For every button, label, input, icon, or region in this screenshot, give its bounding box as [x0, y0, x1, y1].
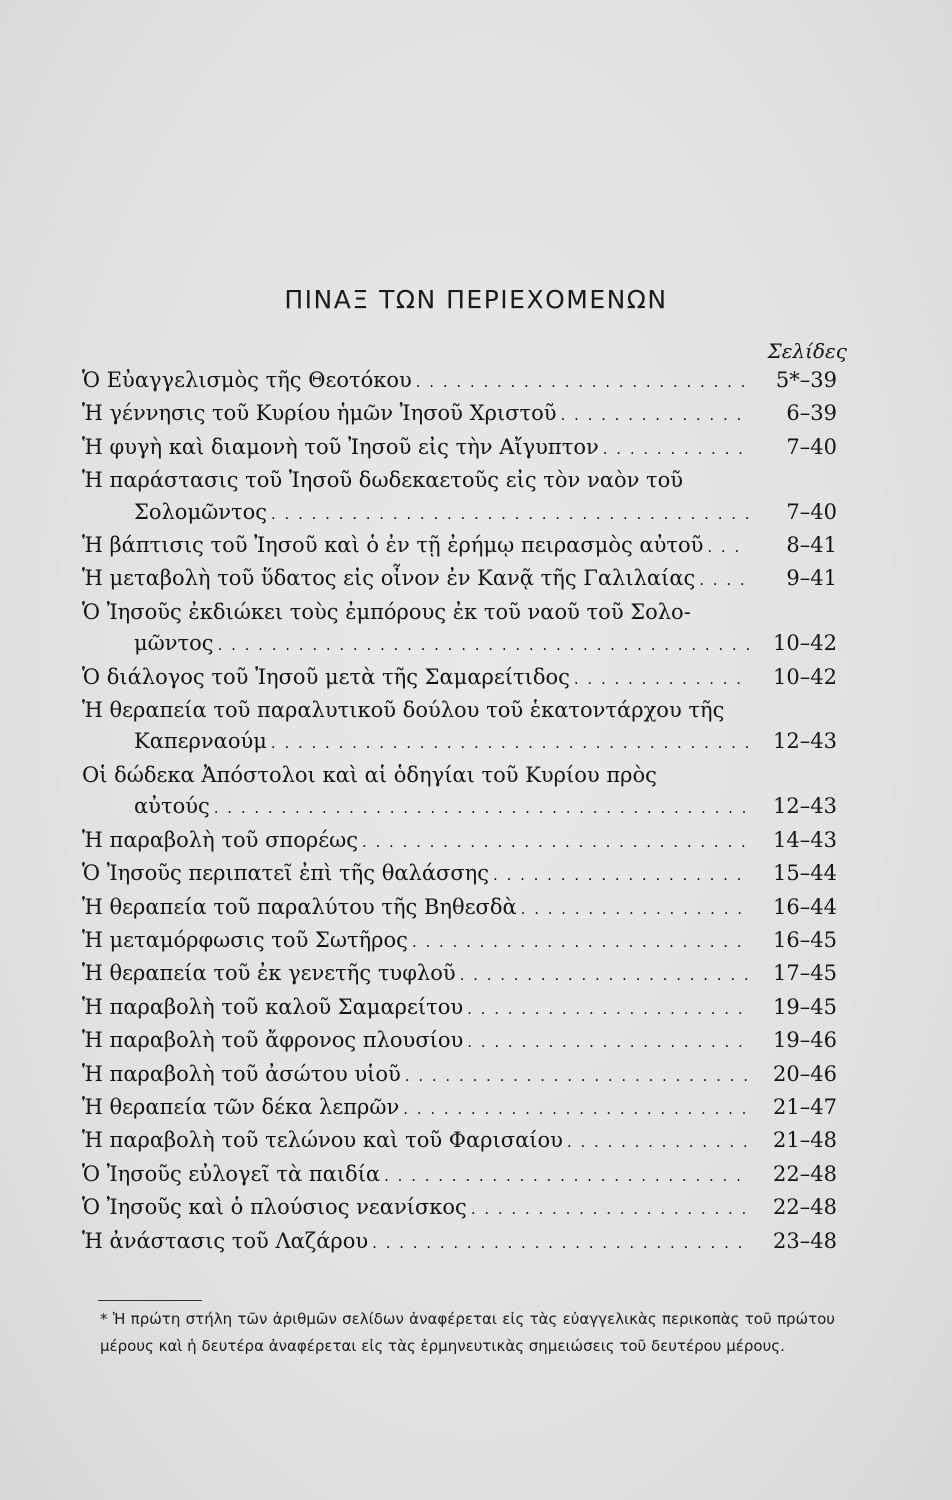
toc-entry-line	[82, 726, 837, 759]
toc-entry	[82, 695, 837, 760]
toc-entry-line	[82, 1125, 837, 1158]
dot-leader	[603, 434, 749, 465]
toc-entry-title: Ἡ παραβολὴ τοῦ ἄφρονος πλουσίου	[82, 1028, 464, 1053]
toc-entry	[82, 958, 837, 991]
toc-entry-pages: 23–48	[773, 1228, 837, 1253]
toc-entry	[82, 925, 837, 958]
toc-entry-pages: 12–43	[773, 729, 837, 754]
toc-entry-pages: 21–47	[773, 1094, 837, 1119]
toc-entry-pages: 16–45	[773, 927, 837, 952]
dot-leader	[561, 400, 749, 431]
dot-leader	[362, 827, 749, 858]
toc-entry	[82, 1159, 837, 1192]
toc-entry-line	[82, 992, 837, 1025]
toc-entry-pages: 17–45	[773, 961, 837, 986]
toc-entry-line	[82, 1192, 837, 1225]
toc-entry-title: Ὁ Εὐαγγελισμὸς τῆς Θεοτόκου	[82, 368, 412, 392]
footnote: * Ἡ πρώτη στήλη τῶν ἀριθμῶν σελίδων ἀναφέρεται εἰς τὰς εὐαγγελικὰς περικοπὰς τοῦ πρώτου μέρους καὶ ἡ δευτέρα ἀναφέρεται εἰς τὰς ἑρμηνευτικὰς σημειώσεις τοῦ δευτέρου μέρους.	[100, 1310, 835, 1355]
toc-entry-line	[82, 1059, 837, 1092]
toc-entry	[82, 992, 837, 1025]
toc-entry-title: Ὁ διάλογος τοῦ Ἰησοῦ μετὰ τῆς Σαμαρείτιδος	[82, 664, 570, 689]
toc-entry-title: Ἡ παραβολὴ τοῦ καλοῦ Σαμαρείτου	[82, 994, 464, 1019]
toc-entry	[82, 1125, 837, 1158]
dot-leader	[493, 860, 749, 891]
toc-entry-line	[82, 432, 837, 465]
dot-leader	[416, 367, 749, 398]
toc-entry-title: Οἱ δώδεκα Ἀπόστολοι καὶ αἱ ὁδηγίαι τοῦ Κυρίου πρὸς	[82, 762, 657, 787]
toc-entry-line	[82, 497, 837, 530]
toc-entry-pages: 8–41	[786, 533, 837, 558]
toc-entry-line	[82, 1092, 837, 1125]
dot-leader	[467, 1027, 749, 1058]
toc-entry-line	[82, 563, 837, 596]
dot-leader	[460, 960, 749, 991]
toc-entry-title: Ἡ θεραπεία τῶν δέκα λεπρῶν	[82, 1094, 400, 1119]
toc-entry-line	[82, 892, 837, 925]
toc-entry-pages: 16–44	[773, 894, 837, 919]
toc-entry-line	[82, 465, 837, 496]
toc-entry-line	[82, 695, 837, 726]
toc-entry	[82, 365, 837, 398]
toc-entry	[82, 825, 837, 858]
toc-entry-title: Ἡ θεραπεία τοῦ παραλύτου τῆς Βηθεσδὰ	[82, 894, 517, 919]
dot-leader	[707, 532, 749, 563]
toc-entry	[82, 597, 837, 662]
toc-entry-line	[82, 662, 837, 695]
toc-entry	[82, 1192, 837, 1225]
toc-entry-line	[82, 365, 837, 398]
toc-entry	[82, 760, 837, 825]
toc-entry-title: Ἡ παράστασις τοῦ Ἰησοῦ δωδεκαετοῦς εἰς τὸν ναὸν τοῦ	[82, 468, 684, 493]
toc-entry-pages: 22–48	[773, 1161, 837, 1186]
toc-entry-pages: 7–40	[786, 499, 837, 524]
dot-leader	[372, 1228, 749, 1259]
toc-entry-line	[82, 858, 837, 891]
toc-entry-pages: 9–41	[786, 566, 837, 591]
dot-leader	[574, 664, 749, 695]
toc-entry-line	[82, 597, 837, 628]
toc-entry-pages: 12–43	[773, 794, 837, 819]
toc-entry-title: Ἡ μεταβολὴ τοῦ ὕδατος εἰς οἶνον ἐν Κανᾷ τῆς Γαλιλαίας	[82, 566, 696, 591]
toc-entry-title: Ἡ θεραπεία τοῦ παραλυτικοῦ δούλου τοῦ ἑκατοντάρχου τῆς	[82, 698, 725, 723]
toc-entry-line	[82, 825, 837, 858]
toc-entry	[82, 1059, 837, 1092]
toc-entry-line	[82, 925, 837, 958]
toc-entry	[82, 432, 837, 465]
toc-entry-title: Ἡ γέννησις τοῦ Κυρίου ἡμῶν Ἰησοῦ Χριστοῦ	[82, 401, 557, 426]
dot-leader	[271, 728, 749, 759]
footnote-divider	[98, 1300, 202, 1301]
dot-leader	[218, 630, 749, 661]
dot-leader	[412, 927, 749, 958]
toc-entry-title: Ἡ βάπτισις τοῦ Ἰησοῦ καὶ ὁ ἐν τῇ ἐρήμῳ πειρασμὸς αὐτοῦ	[82, 533, 704, 558]
toc-entry-title: Ὁ Ἰησοῦς καὶ ὁ πλούσιος νεανίσκος	[82, 1195, 467, 1220]
toc-entry-line	[82, 628, 837, 661]
toc-entry	[82, 1092, 837, 1125]
toc-entry	[82, 530, 837, 563]
toc-entry-line	[82, 791, 837, 824]
toc-entry-pages: 15–44	[773, 861, 837, 886]
toc-entry-title: αὐτούς	[134, 794, 210, 819]
toc-entry-pages: 6–39	[786, 401, 837, 426]
toc-entry-pages: 19–45	[773, 994, 837, 1019]
dot-leader	[214, 793, 749, 824]
toc-entry-title: Ἡ θεραπεία τοῦ ἐκ γενετῆς τυφλοῦ	[82, 961, 456, 986]
toc-entry-title: Ἡ παραβολὴ τοῦ τελώνου καὶ τοῦ Φαρισαίου	[82, 1128, 563, 1153]
toc-entry-title: Ἡ παραβολὴ τοῦ ἀσώτου υἱοῦ	[82, 1061, 401, 1086]
dot-leader	[403, 1094, 749, 1125]
pages-column-label: Σελίδες	[767, 339, 847, 363]
toc-entry-pages: 21–48	[773, 1128, 837, 1153]
toc-entry-pages: 10–42	[773, 631, 837, 656]
toc-entry	[82, 662, 837, 695]
dot-leader	[384, 1161, 749, 1192]
toc-entry	[82, 892, 837, 925]
toc-entry	[82, 563, 837, 596]
toc-entry-title: Ὁ Ἰησοῦς περιπατεῖ ἐπὶ τῆς θαλάσσης	[82, 861, 490, 886]
dot-leader	[521, 894, 749, 925]
dot-leader	[467, 994, 749, 1025]
toc-entry-line	[82, 398, 837, 431]
toc-entry-pages: 19–46	[773, 1028, 837, 1053]
dot-leader	[699, 565, 749, 596]
toc-entry-pages: 7–40	[786, 434, 837, 459]
toc-entry	[82, 398, 837, 431]
toc-entry-title: Ὁ Ἰησοῦς ἐκδιώκει τοὺς ἐμπόρους ἐκ τοῦ ναοῦ τοῦ Σολο-	[82, 599, 691, 624]
toc-entry-line	[82, 1226, 837, 1259]
toc-entry-title: Ὁ Ἰησοῦς εὐλογεῖ τὰ παιδία	[82, 1161, 381, 1186]
toc-entry	[82, 465, 837, 530]
toc-entry-title: Ἡ φυγὴ καὶ διαμονὴ τοῦ Ἰησοῦ εἰς τὴν Αἴγυπτον	[82, 434, 599, 459]
toc-entry-line	[82, 1025, 837, 1058]
toc-entry-pages: 20–46	[773, 1061, 837, 1086]
dot-leader	[271, 499, 749, 530]
dot-leader	[471, 1194, 749, 1225]
toc-entry-line	[82, 958, 837, 991]
toc-entry-pages: 10–42	[773, 664, 837, 689]
toc-entry-line	[82, 530, 837, 563]
toc-entry-title: Ἡ μεταμόρφωσις τοῦ Σωτῆρος	[82, 927, 408, 952]
toc-entry-pages: 14–43	[773, 827, 837, 852]
toc-entry-title: Ἡ ἀνάστασις τοῦ Λαζάρου	[82, 1228, 369, 1253]
dot-leader	[405, 1061, 749, 1092]
toc-entry-pages: 5*–39	[775, 368, 837, 392]
toc-entry-title: Σολομῶντος	[134, 499, 268, 524]
dot-leader	[567, 1127, 749, 1158]
toc-entry-line	[82, 1159, 837, 1192]
toc-entry-title: μῶντος	[134, 631, 214, 656]
toc-entry-line	[82, 760, 837, 791]
toc-entry	[82, 1025, 837, 1058]
page-title: ΠΙΝΑΞ ΤΩΝ ΠΕΡΙΕΧΟΜΕΝΩΝ	[284, 284, 668, 314]
toc-entry-pages: 22–48	[773, 1195, 837, 1220]
toc-entry-title: Καπερναούμ	[134, 729, 267, 754]
toc-entry	[82, 1226, 837, 1259]
toc-entry-title: Ἡ παραβολὴ τοῦ σπορέως	[82, 827, 358, 852]
toc-entry	[82, 858, 837, 891]
table-of-contents	[82, 365, 837, 1259]
